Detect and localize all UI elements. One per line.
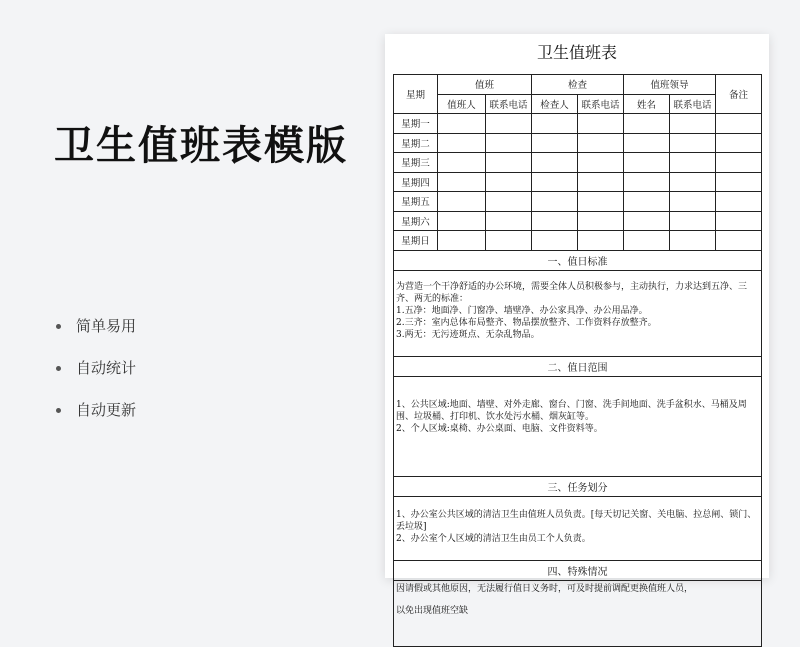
day-label: 星期五	[394, 192, 438, 212]
day-label: 星期日	[394, 231, 438, 251]
section-body	[394, 580, 762, 646]
header-row-1	[394, 75, 762, 95]
header-duty: 值班	[438, 75, 532, 95]
section-line: 1、公共区域:地面、墙壁、对外走廊、窗台、门窗、洗手间地面、洗手盆积水、马桶及周围、垃圾桶、打印机、饮水处污水桶、烟灰缸等。	[396, 399, 747, 422]
section-title: 三、任务划分	[394, 476, 762, 496]
section-line: 2、办公室个人区域的清洁卫生由员工个人负责。	[396, 533, 591, 544]
section-title-row	[394, 476, 762, 496]
day-row	[394, 231, 762, 251]
header-remark: 备注	[716, 75, 762, 114]
header-leader-phone: 联系电话	[670, 94, 716, 114]
section-title: 四、特殊情况	[394, 560, 762, 580]
header-duty-phone: 联系电话	[486, 94, 532, 114]
feature-list	[56, 313, 136, 439]
section-body-row	[394, 496, 762, 560]
section-body-row	[394, 376, 762, 476]
section-body	[394, 270, 762, 356]
section-line: 为营造一个干净舒适的办公环境，需要全体人员积极参与，主动执行，力求达到五净、三齐、两无的标准：	[396, 281, 748, 304]
header-duty-person: 值班人	[438, 94, 486, 114]
feature-item: 自动更新	[56, 397, 136, 439]
section-line: 因请假或其他原因，无法履行值日义务时，可及时提前调配更换值班人员，	[396, 583, 694, 594]
day-label: 星期三	[394, 153, 438, 173]
duty-table	[393, 74, 762, 647]
section-line: 3.两无：无污迹斑点、无杂乱物品。	[396, 329, 540, 340]
header-leader-name: 姓名	[624, 94, 670, 114]
day-label: 星期六	[394, 211, 438, 231]
header-checker: 检查人	[532, 94, 578, 114]
section-body	[394, 496, 762, 560]
section-title: 二、值日范围	[394, 356, 762, 376]
feature-item: 简单易用	[56, 313, 136, 355]
promo-title: 卫生值班表模版	[54, 123, 348, 169]
section-title-row	[394, 560, 762, 580]
document-preview	[385, 34, 769, 616]
feature-item: 自动统计	[56, 355, 136, 397]
header-row-2	[394, 94, 762, 114]
section-line: 以免出现值班空缺	[396, 605, 469, 616]
header-check: 检查	[532, 75, 624, 95]
section-title-row	[394, 250, 762, 270]
section-line: 1、办公室公共区域的清洁卫生由值班人员负责。[每天切记关窗、关电脑、拉总闸、锁门、丢垃圾]	[396, 509, 757, 532]
section-body-row	[394, 270, 762, 356]
day-label: 星期二	[394, 133, 438, 153]
section-line: 2、个人区域:桌椅、办公桌面、电脑、文件资料等。	[396, 423, 603, 434]
header-check-phone: 联系电话	[578, 94, 624, 114]
section-body-row	[394, 580, 762, 646]
day-row	[394, 133, 762, 153]
day-row	[394, 211, 762, 231]
section-line: 1.五净：地面净、门窗净、墙壁净、办公家具净、办公用品净。	[396, 305, 648, 316]
day-row	[394, 192, 762, 212]
day-row	[394, 114, 762, 134]
header-weekday: 星期	[394, 75, 438, 114]
day-row	[394, 153, 762, 173]
day-row	[394, 172, 762, 192]
document-title: 卫生值班表	[536, 43, 617, 62]
header-leader: 值班领导	[624, 75, 716, 95]
section-title: 一、值日标准	[394, 250, 762, 270]
section-title-row	[394, 356, 762, 376]
section-line: 2.三齐：室内总体布局整齐、物品摆放整齐、工作资料存放整齐。	[396, 317, 657, 328]
day-label: 星期四	[394, 172, 438, 192]
day-label: 星期一	[394, 114, 438, 134]
section-body	[394, 376, 762, 476]
